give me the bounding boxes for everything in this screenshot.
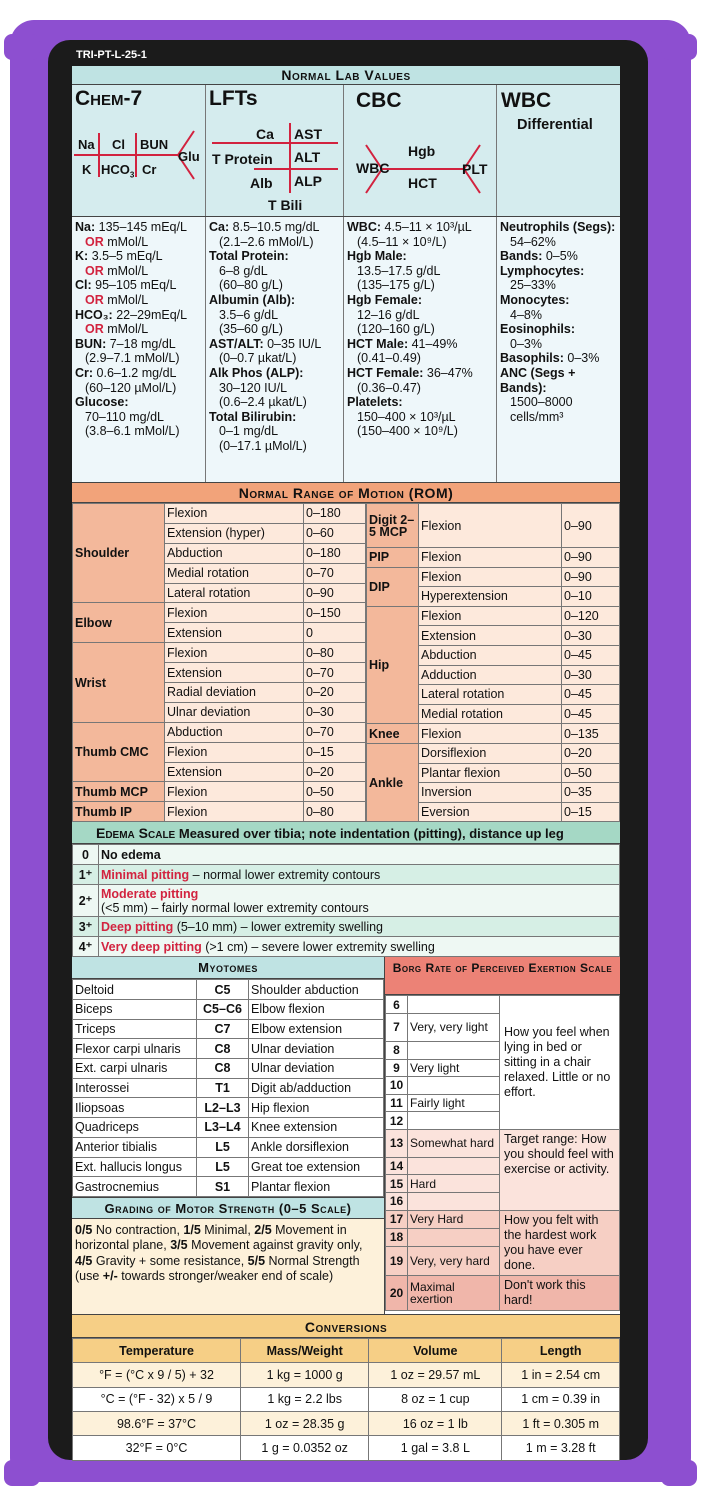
- myotome-action: Plantar flexion: [249, 1177, 384, 1197]
- edema-grade: 3⁺: [73, 917, 99, 937]
- rom-motion: Flexion: [165, 504, 304, 524]
- lft-alb: Alb: [250, 175, 273, 191]
- conversion-header: Mass/Weight: [241, 1339, 369, 1363]
- conversion-cell: 1 kg = 2.2 lbs: [241, 1387, 369, 1411]
- rom-motion: Extension: [165, 663, 304, 683]
- grading-title: Grading of Motor Strength (0–5 Scale): [72, 1197, 384, 1219]
- lft-alt: ALT: [294, 149, 321, 165]
- borg-label: [408, 1077, 500, 1095]
- frame-tab-top-right: [661, 34, 697, 60]
- rom-value: 0–15: [304, 742, 366, 762]
- edema-row: [73, 937, 620, 957]
- rom-motion: Flexion: [419, 567, 562, 587]
- chem7-title: Chem-7: [75, 87, 143, 110]
- rom-joint: Thumb MCP: [73, 782, 165, 802]
- myotome-action: Digit ab/adduction: [249, 1078, 384, 1098]
- conversion-cell: °F = (°C x 9 / 5) + 32: [73, 1363, 241, 1387]
- wbc-diff-values: Neutrophils (Segs): 54–62% Bands: 0–5% Lymphocytes: 25–33% Monocytes: 4–8% Eosinophils: 0–3% Basophils: 0–3% ANC (Segs + Bands): 1500–8000 cells/mm³: [497, 217, 620, 482]
- borg-number: 12: [386, 1112, 408, 1130]
- borg-number: 15: [386, 1175, 408, 1193]
- conversion-cell: 98.6°F = 37°C: [73, 1412, 241, 1436]
- grade-description: Minimal,: [200, 1222, 255, 1237]
- myotome-action: Hip flexion: [249, 1098, 384, 1118]
- borg-label: Very Hard: [408, 1210, 500, 1228]
- rom-value: 0–50: [304, 782, 366, 802]
- rom-motion: Hyperextension: [419, 587, 562, 607]
- rom-motion: Ulnar deviation: [165, 702, 304, 722]
- chem7-na: Na: [78, 137, 95, 152]
- cbc-wbc: WBC: [356, 160, 390, 176]
- rom-title: Normal Range of Motion (ROM): [72, 483, 620, 503]
- lab-values: [72, 217, 620, 483]
- myotome-action: Knee extension: [249, 1118, 384, 1138]
- borg-number: 8: [386, 1041, 408, 1059]
- rom-motion: Extension: [419, 626, 562, 646]
- borg-number: 6: [386, 996, 408, 1014]
- rom-motion: Extension (hyper): [165, 523, 304, 543]
- myotome-muscle: Ext. carpi ulnaris: [73, 1059, 197, 1079]
- rom-joint: Thumb CMC: [73, 722, 165, 782]
- rom-value: 0–135: [562, 724, 620, 744]
- rom-motion: Flexion: [419, 548, 562, 568]
- rom-value: 0–70: [304, 663, 366, 683]
- myotomes-table: [72, 979, 384, 1197]
- borg-note: How you felt with the hardest work you have ever done.: [500, 1210, 620, 1275]
- grade-level: 4/5: [75, 1253, 93, 1268]
- grade-level: 5/5: [247, 1253, 266, 1268]
- myotome-action: Great toe extension: [249, 1157, 384, 1177]
- borg-row: [386, 1275, 620, 1310]
- edema-row: [73, 885, 620, 917]
- borg-label: Somewhat hard: [408, 1129, 500, 1157]
- edema-grade: 2⁺: [73, 885, 99, 917]
- chem7-values: Na: 135–145 mEq/L OR mMol/L K: 3.5–5 mEq/L OR mMol/L Cl: 95–105 mEq/L OR mMol/L HCO₃: 22–29mEq/L OR mMol/L BUN: 7–18 mg/dL (2.9–7.1 mMol/L) Cr: 0.6–1.2 mg/dL (60–120 µMol/L) Glucose: 70–110 mg/dL (3.8–6.1 mMol/L): [72, 217, 206, 482]
- myotome-row: [73, 1039, 384, 1059]
- conversion-cell: 1 kg = 1000 g: [241, 1363, 369, 1387]
- rom-value: 0–30: [562, 626, 620, 646]
- borg-title: Borg Rate of Perceived Exertion Scale: [385, 957, 620, 995]
- borg-label: Hard: [408, 1175, 500, 1193]
- labs-title: Normal Lab Values: [72, 66, 620, 85]
- borg-table: [385, 995, 620, 1310]
- myotome-muscle: Biceps: [73, 1000, 197, 1020]
- myotome-level: C5–C6: [197, 1000, 249, 1020]
- frame-tab-bottom-right: [661, 1460, 697, 1486]
- rom-value: 0–45: [562, 704, 620, 724]
- rom-motion: Medial rotation: [165, 563, 304, 583]
- borg-row: [386, 1129, 620, 1157]
- rom-value: 0–30: [562, 665, 620, 685]
- rom-motion: Flexion: [419, 606, 562, 626]
- borg-number: 10: [386, 1077, 408, 1095]
- edema-term: Minimal pitting: [101, 867, 190, 882]
- rom-row: [367, 504, 620, 548]
- myotome-row: [73, 1118, 384, 1138]
- edema-subtitle: Measured over tibia; note indentation (pitting), distance up leg: [178, 826, 564, 842]
- grade-description: Movement in horizontal plane,: [75, 1222, 347, 1253]
- borg-label: [408, 1193, 500, 1211]
- chem7-bun: BUN: [140, 137, 169, 152]
- cbc-title: CBC: [356, 89, 402, 112]
- myotome-action: Elbow extension: [249, 1019, 384, 1039]
- rom-joint: Knee: [367, 724, 419, 744]
- myotome-row: [73, 1078, 384, 1098]
- rom-motion: Eversion: [419, 802, 562, 822]
- borg-number: 16: [386, 1193, 408, 1211]
- myotome-row: [73, 1177, 384, 1197]
- rom-row: [73, 722, 366, 742]
- edema-detail: (>1 cm) – severe lower extremity swelling: [201, 939, 435, 954]
- lft-tbili: T Bili: [268, 197, 303, 213]
- rom-joint: DIP: [367, 567, 419, 606]
- cbc-hct: HCT: [408, 175, 437, 191]
- frame-tab-top-left: [4, 34, 40, 60]
- rom-value: 0–90: [562, 567, 620, 587]
- rom-joint: Elbow: [73, 603, 165, 643]
- card-code: TRI-PT-L-25-1: [76, 49, 147, 61]
- conversion-cell: 16 oz = 1 lb: [369, 1412, 502, 1436]
- rom-joint: Wrist: [73, 643, 165, 723]
- edema-description: [99, 917, 620, 937]
- conversion-cell: 32°F = 0°C: [73, 1436, 241, 1460]
- myotome-level: C5: [197, 980, 249, 1000]
- rom-motion: Abduction: [165, 722, 304, 742]
- borg-label: [408, 1157, 500, 1175]
- rom-motion: Abduction: [165, 543, 304, 563]
- rom-row: [73, 643, 366, 663]
- edema-detail: No edema: [101, 847, 161, 862]
- rom-value: 0–70: [304, 563, 366, 583]
- rom-value: 0–180: [304, 504, 366, 524]
- borg-number: 20: [386, 1275, 408, 1310]
- rom-motion: Lateral rotation: [165, 583, 304, 603]
- rom-motion: Flexion: [165, 742, 304, 762]
- myotome-muscle: Ext. hallucis longus: [73, 1157, 197, 1177]
- myotome-level: S1: [197, 1177, 249, 1197]
- rom-row: [73, 603, 366, 623]
- rom-motion: Abduction: [419, 645, 562, 665]
- borg-label: Very, very light: [408, 1013, 500, 1041]
- myotomes-title: Myotomes: [72, 957, 384, 979]
- edema-table: [72, 844, 620, 957]
- myotome-muscle: Interossei: [73, 1078, 197, 1098]
- rom-joint: Ankle: [367, 743, 419, 821]
- rom-row: [73, 782, 366, 802]
- grade-description: Movement against gravity only,: [187, 1238, 363, 1253]
- edema-row: [73, 845, 620, 865]
- conversion-cell: 1 ft = 0.305 m: [502, 1412, 620, 1436]
- grading-text: [72, 1219, 384, 1314]
- grade-level: 3/5: [170, 1238, 188, 1253]
- lft-values: Ca: 8.5–10.5 mg/dL (2.1–2.6 mMol/L) Total Protein: 6–8 g/dL (60–80 g/L) Albumin (Alb): 3.5–6 g/dL (35–60 g/L) AST/ALT: 0–35 IU/L (0–0.7 µkat/L) Alk Phos (ALP): 30–120 IU/L (0.6–2.4 µkat/L) Total Bilirubin: 0–1 mg/dL (0–17.1 µMol/L): [206, 217, 344, 482]
- borg-number: 9: [386, 1059, 408, 1077]
- reference-card: [72, 66, 620, 1456]
- rom-value: 0–35: [562, 783, 620, 803]
- chem7-hco3: $HCO_3$: [101, 162, 135, 180]
- rom-row: [367, 567, 620, 587]
- edema-description: [99, 937, 620, 957]
- borg-column: [385, 957, 620, 1314]
- conversion-header: Volume: [369, 1339, 502, 1363]
- myotome-level: L3–L4: [197, 1118, 249, 1138]
- conversion-cell: 1 cm = 0.39 in: [502, 1387, 620, 1411]
- conversion-row: [73, 1363, 620, 1387]
- lft-ast: AST: [294, 126, 322, 142]
- rom-motion: Flexion: [165, 643, 304, 663]
- rom-value: 0–20: [304, 762, 366, 782]
- rom-value: 0–15: [562, 802, 620, 822]
- rom-motion: Inversion: [419, 783, 562, 803]
- grade-description: No contraction,: [92, 1222, 184, 1237]
- edema-term: Moderate pitting: [101, 886, 199, 901]
- edema-description: [99, 845, 620, 865]
- myotome-action: Ankle dorsiflexion: [249, 1137, 384, 1157]
- rom-row: [367, 606, 620, 626]
- lft-title: LFTs: [209, 87, 258, 110]
- conversion-cell: 1 oz = 28.35 g: [241, 1412, 369, 1436]
- borg-row: [386, 1210, 620, 1228]
- grade-level: 0/5: [75, 1222, 93, 1237]
- myotome-row: [73, 1000, 384, 1020]
- rom-row: [73, 802, 366, 822]
- rom-value: 0–30: [304, 702, 366, 722]
- rom-row: [367, 548, 620, 568]
- rom-row: [367, 724, 620, 744]
- borg-number: 13: [386, 1129, 408, 1157]
- lft-ca: Ca: [256, 126, 274, 142]
- edema-description: [99, 865, 620, 885]
- conversion-row: [73, 1436, 620, 1460]
- rom-motion: Medial rotation: [419, 704, 562, 724]
- rom-value: 0: [304, 623, 366, 643]
- myotome-muscle: Triceps: [73, 1019, 197, 1039]
- myotome-level: C7: [197, 1019, 249, 1039]
- edema-title: Edema Scale: [96, 825, 176, 842]
- myotome-action: Shoulder abduction: [249, 980, 384, 1000]
- rom-motion: Extension: [165, 623, 304, 643]
- rom-motion: Flexion: [419, 504, 562, 548]
- borg-number: 19: [386, 1246, 408, 1275]
- edema-detail: – normal lower extremity contours: [189, 867, 381, 882]
- borg-label: Very, very hard: [408, 1246, 500, 1275]
- rom-joint: Thumb IP: [73, 802, 165, 822]
- myotome-muscle: Flexor carpi ulnaris: [73, 1039, 197, 1059]
- rom-value: 0–90: [562, 504, 620, 548]
- borg-label: Maximal exertion: [408, 1275, 500, 1310]
- rom-value: 0–80: [304, 643, 366, 663]
- myotome-row: [73, 1098, 384, 1118]
- borg-number: 14: [386, 1157, 408, 1175]
- rom-value: 0–150: [304, 603, 366, 623]
- rom-table-left: [72, 503, 366, 822]
- edema-grade: 0: [73, 845, 99, 865]
- conversion-cell: 1 oz = 29.57 mL: [369, 1363, 502, 1387]
- edema-detail: (<5 mm) – fairly normal lower extremity contours: [101, 900, 369, 915]
- rom-tables: [72, 503, 620, 822]
- edema-grade: 1⁺: [73, 865, 99, 885]
- rom-value: 0–50: [562, 763, 620, 783]
- edema-row: [73, 917, 620, 937]
- rom-value: 0–70: [304, 722, 366, 742]
- conversion-cell: 1 in = 2.54 cm: [502, 1363, 620, 1387]
- wbc-diff-header: [497, 85, 620, 216]
- myotome-level: L5: [197, 1137, 249, 1157]
- edema-detail: (5–10 mm) – lower extremity swelling: [173, 919, 384, 934]
- myotome-muscle: Quadriceps: [73, 1118, 197, 1138]
- cbc-diagram: [344, 85, 497, 216]
- lft-diagram: [206, 85, 344, 216]
- rom-motion: Dorsiflexion: [419, 743, 562, 763]
- myotomes-borg-section: [72, 957, 620, 1314]
- conversion-cell: 1 g = 0.0352 oz: [241, 1436, 369, 1460]
- cbc-plt: PLT: [462, 161, 488, 177]
- myotome-action: Elbow flexion: [249, 1000, 384, 1020]
- conversion-row: [73, 1412, 620, 1436]
- conversion-cell: 1 m = 3.28 ft: [502, 1436, 620, 1460]
- frame-tab-bottom-left: [4, 1460, 40, 1486]
- myotome-row: [73, 1059, 384, 1079]
- lft-tprotein: T Protein: [212, 151, 273, 167]
- rom-motion: Plantar flexion: [419, 763, 562, 783]
- rom-value: 0–45: [562, 645, 620, 665]
- rom-value: 0–10: [562, 587, 620, 607]
- myotome-muscle: Gastrocnemius: [73, 1177, 197, 1197]
- borg-number: 18: [386, 1228, 408, 1246]
- cbc-hgb: Hgb: [408, 143, 436, 159]
- rom-value: 0–80: [304, 802, 366, 822]
- conversion-cell: 1 gal = 3.8 L: [369, 1436, 502, 1460]
- borg-row: [386, 996, 620, 1014]
- rom-joint: Hip: [367, 606, 419, 724]
- borg-label: Very light: [408, 1059, 500, 1077]
- rom-joint: PIP: [367, 548, 419, 568]
- grade-description: Gravity + some resistance,: [92, 1253, 248, 1268]
- myotome-action: Ulnar deviation: [249, 1039, 384, 1059]
- borg-number: 17: [386, 1210, 408, 1228]
- lft-alp: ALP: [294, 173, 322, 189]
- borg-note: How you feel when lying in bed or sitting in a chair relaxed. Little or no effort.: [500, 996, 620, 1130]
- rom-joint: Digit 2–5 MCP: [367, 504, 419, 548]
- rom-row: [73, 504, 366, 524]
- rom-motion: Flexion: [165, 782, 304, 802]
- rom-motion: Radial deviation: [165, 683, 304, 703]
- rom-motion: Lateral rotation: [419, 685, 562, 705]
- grade-description: Normal Strength (use: [75, 1253, 360, 1284]
- borg-label: [408, 1228, 500, 1246]
- rom-value: 0–45: [562, 685, 620, 705]
- chem7-diagram: [72, 85, 206, 216]
- grade-description: towards stronger/weaker end of scale): [117, 1269, 334, 1284]
- rom-value: 0–120: [562, 606, 620, 626]
- grade-level: 2/5: [254, 1222, 272, 1237]
- chem7-glu: Glu: [178, 149, 200, 164]
- borg-note: Target range: How you should feel with exercise or activity.: [500, 1129, 620, 1210]
- myotomes-column: [72, 957, 385, 1314]
- conversions-title: Conversions: [72, 1314, 620, 1338]
- edema-row: [73, 865, 620, 885]
- rom-joint: Shoulder: [73, 504, 165, 603]
- edema-grade: 4⁺: [73, 937, 99, 957]
- rom-value: 0–180: [304, 543, 366, 563]
- conversions-table: [72, 1338, 620, 1461]
- rom-motion: Adduction: [419, 665, 562, 685]
- grade-level: 1/5: [183, 1222, 201, 1237]
- myotome-action: Ulnar deviation: [249, 1059, 384, 1079]
- borg-note: Don't work this hard!: [500, 1275, 620, 1310]
- rom-value: 0–60: [304, 523, 366, 543]
- myotome-row: [73, 980, 384, 1000]
- edema-term: Deep pitting: [101, 919, 174, 934]
- myotome-level: C8: [197, 1059, 249, 1079]
- rom-value: 0–20: [562, 743, 620, 763]
- myotome-row: [73, 1137, 384, 1157]
- rom-value: 0–90: [304, 583, 366, 603]
- conversion-cell: 8 oz = 1 cup: [369, 1387, 502, 1411]
- borg-label: Fairly light: [408, 1094, 500, 1112]
- conversion-cell: °C = (°F - 32) x 5 / 9: [73, 1387, 241, 1411]
- rom-motion: Flexion: [165, 603, 304, 623]
- myotome-row: [73, 1019, 384, 1039]
- chem7-cr: Cr: [142, 162, 157, 177]
- borg-label: [408, 996, 500, 1014]
- wbc-diff-subtitle: Differential: [517, 117, 593, 133]
- edema-term: Very deep pitting: [101, 939, 202, 954]
- rom-value: 0–90: [562, 548, 620, 568]
- chem7-k: K: [82, 162, 92, 177]
- rom-table-right: [366, 503, 620, 822]
- cbc-values: WBC: 4.5–11 × 10³/µL (4.5–11 × 10⁹/L) Hgb Male: 13.5–17.5 g/dL (135–175 g/L) Hgb Female: 12–16 g/dL (120–160 g/L) HCT Male: 41–49% (0.41–0.49) HCT Female: 36–47% (0.36–0.47) Platelets: 150–400 × 10³/µL (150–400 × 10⁹/L): [344, 217, 497, 482]
- myotome-level: L5: [197, 1157, 249, 1177]
- rom-value: 0–20: [304, 683, 366, 703]
- rom-motion: Flexion: [165, 802, 304, 822]
- borg-label: [408, 1041, 500, 1059]
- myotome-muscle: Anterior tibialis: [73, 1137, 197, 1157]
- rom-row: [367, 743, 620, 763]
- myotome-level: T1: [197, 1078, 249, 1098]
- conversion-header: Length: [502, 1339, 620, 1363]
- myotome-row: [73, 1157, 384, 1177]
- edema-header: [72, 822, 620, 844]
- borg-number: 11: [386, 1094, 408, 1112]
- myotome-muscle: Iliopsoas: [73, 1098, 197, 1118]
- lab-diagrams: [72, 85, 620, 217]
- conversion-header: Temperature: [73, 1339, 241, 1363]
- borg-label: [408, 1112, 500, 1130]
- rom-motion: Flexion: [419, 724, 562, 744]
- myotome-level: C8: [197, 1039, 249, 1059]
- chem7-cl: Cl: [112, 137, 125, 152]
- rom-motion: Extension: [165, 762, 304, 782]
- edema-description: [99, 885, 620, 917]
- wbc-diff-title: WBC: [501, 89, 552, 112]
- conversion-row: [73, 1387, 620, 1411]
- borg-number: 7: [386, 1013, 408, 1041]
- myotome-level: L2–L3: [197, 1098, 249, 1118]
- grade-level: +/-: [102, 1269, 118, 1284]
- myotome-muscle: Deltoid: [73, 980, 197, 1000]
